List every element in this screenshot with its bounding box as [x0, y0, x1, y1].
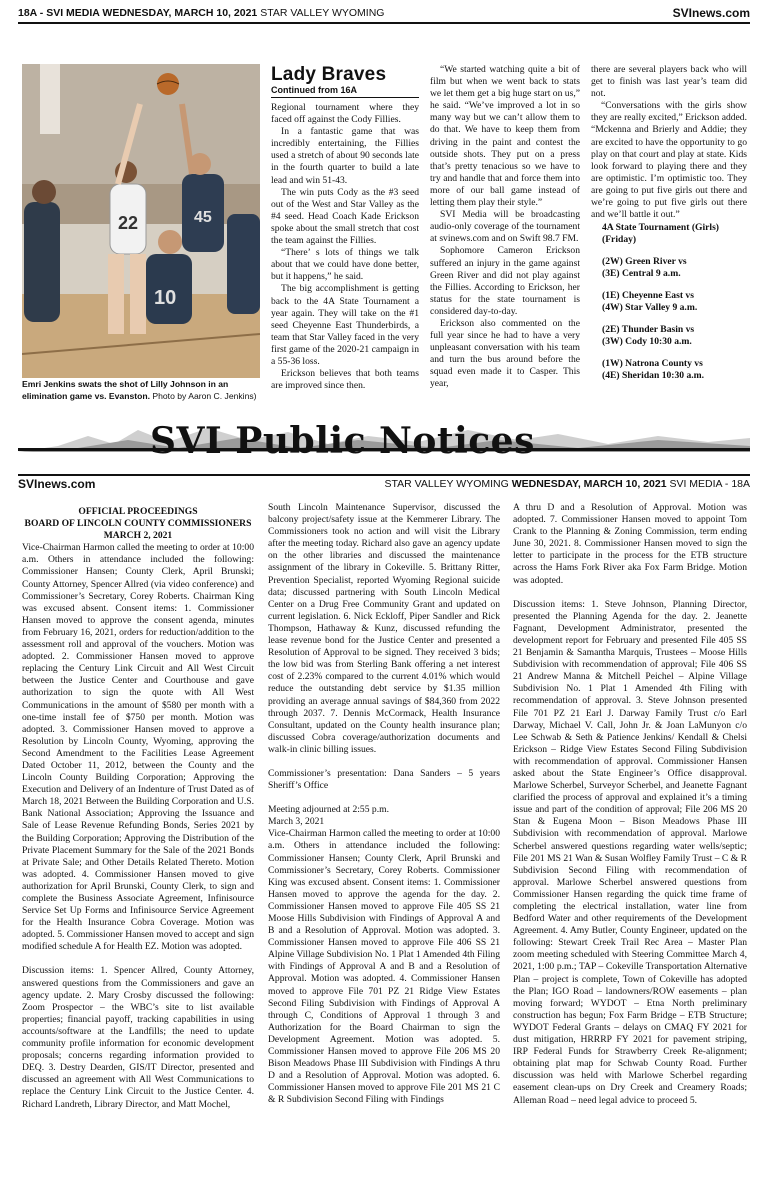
story-paragraph: “Conversations with the girls show they are really excited,” Erickson added. “Mckenna and Brierly and Addie; they are excited to have the opportunity to go play on that court and play at state. Kids look forward to playing there and they are optimistic. I’m optimistic too. They are going to put five girls out there and we’re going to put five girls out there and we’ll battle it out.” [591, 100, 747, 221]
notice-column-1 [22, 506, 254, 1123]
story-paragraph: “We started watching quite a bit of film but when we went back to stats we let them get a big huge start on us,” he said. “We’ve improved a lot in so many way but we can’t allow them to do that. We have to keep them from driving in the paint and contest the outside shots. They put on a press that’s pretty tenacious so we have to try and handle that and force them into more of our ball game instead of letting them play their style.” [430, 64, 580, 209]
basketball-photo [22, 64, 260, 378]
notice-paragraph: South Lincoln Maintenance Supervisor, discussed the balcony project/safety issue at the Kemmerer Library. The Commissioners took no action and will visit the Library after the meeting today. Richard also gave an agency update on the other libraries and discussed the maintenance assignment of the library in Cokeville. 5. Brittany Ritter, Prevention Specialist, reported Wyoming Regional suicide data; discussed partnering with South Lincoln Medical Center on a Drug Free Community Grant and updated on current legislation. 6. Nick Eckloff, Piper Sandler and Rick Thompson, Hathaway & Kunz, discussed refunding the lease revenue bond for the Justice Center and presented a Resolution of Approval to be signed. They received 3 bids; the low bid was from Sterling Bank offering a net interest cost of 2.23% compared to the current 4.01% which would reduce the outstanding debt service by $1.35 million providing an average annual savings of $84,360 from 2022 through 2037. 7. Dennis McCormack, Health Insurance Consultant, updated on the County health insurance plan; discussed Cobra coverage/authorization documents and walk-in clinic billing issues. [268, 502, 500, 755]
svg-text:45: 45 [194, 209, 212, 226]
schedule-game-team2: (4E) Sheridan 10:30 a.m. [602, 370, 705, 381]
notice-paragraph: Discussion items: 1. Steve Johnson, Planning Director, presented the Planning Agenda for the day. 2. Jeanette Fagnant, Development Administrator, presented the development report for February and presented File 405 SS 21 Benjamin & Samantha Marquis, Trustees – Moose Hills Subdivision with recommendation of approval; File 406 SS 21 Andrew Manna & Mitchell Peichel – Alpine Village Subdivision No. 1 Plat 1 Amended 4th Filing with recommendation of approval. 3. Steve Johnson presented File 701 PZ 21 Earl J. Darway Family Trust c/o Earl Darway, Michael V. Call, John Jr. & Joan LaMunyon c/o Lee Schwab & Seth & Patience Jenkins/ Kendall & Chelsi Erickson – Ridge View Estates Second Filing Subdivision with recommendation of approval. Commissioner Hansen asked about the State Engineer’s Office disapproval. Marlowe Scherbel, Surveyor Scherbel, and Jeanette Fagnant clarified the process of approval and explained it’s a timing issue and part of the condition of approval; File 206 MS 20 Stan & Eugena Moon – Bison Meadows Phase III Subdivision with recommendation of approval. Marlowe Scherbel answered questions regarding water wells/septic; File 201 MS 21 Wan & Susan Wolfley Family Trust – C & R Subdivision Second Filing with recommendation of approval. Marlowe Scherbel answered questions from Commissioner Hansen regarding the quick time frame of completing the electrical installation, water line from Bedford Water and other requirements of the Development Agreement. 4. Amy Butler, County Engineer, updated on the following: Stewart Creek Trail Rec Area – Master Plan zoom meeting scheduled with Steering Committee March 4, 2021, 1:00 p.m.; TAP – Cokeville Transportation Alternative Plan – project is complete, Town of Cokeville has adopted the Plan; IGO Road – landowners/ROW easements – plan moving forward; WYDOT – Etna North preliminary construction has begun; Fox Farm Bridge – ETB Structure; WYDOT Federal Grants – delays on CMAQ FY 2021 for dust mitigation, HRRRP FY 2021 for pavement striping, IRP Federal Funds for Strawberry Creek Re-alignment; obtaining plat map for Schwab County Road. Further discussion was held with Marlowe Scherbel regarding easement clean-ups on Dry Creek and Creamery Roads; Alleman Road – need legal advice to proceed 5. [513, 598, 747, 1106]
schedule-game-team1: (2E) Thunder Basin vs [602, 324, 695, 335]
notice-date: MARCH 2, 2021 [103, 530, 173, 542]
notice-paragraph: Meeting adjourned at 2:55 p.m. March 3, 2021 Vice-Chairman Harmon called the meeting to order at 10:00 a.m. Others in attendance included the following: Commissioner Hansen; County Clerk, April Brunski and Commissioner’s Secretary, Corey Roberts. Commissioner King was excused absent. Consent items: 1. Commissioner Hansen moved to approve the agenda for the day. 2. Commissioner Hansen moved to approve File 405 SS 21 Moose Hills Subdivision with Findings of Approval A and B and a Resolution of Approval. Motion was adopted. 3. Commissioner Hansen moved to approve File 406 SS 21 Alpine Village Subdivision No. 1 Plat 1 Amended 4th Filing with Findings of Approval A and B and a Resolution of Approval. Motion was adopted. 4. Commissioner Hansen moved to approve File 701 PZ 21 Ridge View Estates Second Filing Subdivision with Findings of Approval A through C, Conditions of Approval 1 through 3 and Authorization for the Board Chairman to sign the Development Agreement. Motion was adopted. 5. Commissioner Hansen moved to approve File 206 MS 20 Bison Meadows Phase III Subdivision with Findings A thru D and a Resolution of Approval. Motion was adopted. 6. Commissioner Hansen moved to approve File 201 MS 21 C & R Subdivision Second Filing with Findings [268, 804, 500, 1106]
story-paragraph: SVI Media will be broadcasting audio-only coverage of the tournament at svinews.com and on Swift 98.7 FM. [430, 209, 580, 245]
continued-line: Continued from 16A [271, 85, 358, 95]
notice-paragraph: Discussion items: 1. Spencer Allred, County Attorney, answered questions from the Commissioners and gave an agency update. 2. Mary Crosby discussed the following: Zoom Prospector – the WBC’s site to list available properties; financial payoff, tracking capabilities in using accounts/software at the Landfills; the need to update community profile information for economic development proposals; concerns regarding information provided to DEQ. 3. Destry Dearden, GIS/IT Director, presented and discussed an agreement with All West Communications to replace the Century Link Circuit to the Justice Center. 4. Richard Landreth, Library Director, and Matt Mochel, [22, 965, 254, 1110]
caption-text: Emri Jenkins swats the shot of Lilly Johnson in an elimination game vs. Evanston. [22, 379, 229, 401]
story-paragraph: The big accomplishment is getting back to the 4A State Tournament a year again. They will take on the #1 seed Cheyenne East Thunderbirds, a team that Star Valley faced in the very first game of the 2020-21 campaign in a 55-36 loss. [271, 283, 419, 367]
header-date: WEDNESDAY, MARCH 10, 2021 [102, 7, 258, 19]
story-paragraph: The win puts Cody as the #3 seed out of the West and Star Valley as the #4 seed. Head Coach Kade Erickson spoke about the small stretch that cost the team against the Fillies. [271, 186, 419, 247]
schedule-game-team2: (3E) Central 9 a.m. [602, 268, 681, 279]
notice-paragraph: Vice-Chairman Harmon called the meeting to order at 10:00 a.m. Others in attendance included the following: Commissioner Hansen; County Clerk, April Brunski; County Attorney, Spencer Allred (via video conference) and Commissioner’s Secretary, Corey Roberts. Chairman King was excused absent. Consent items: 1. Commissioner Hansen moved to approve the consent agenda, minutes from February 16, 2021, orders for reduction/addition to the assessment roll and approval of the vouchers. Motion was adopted. 2. Commissioner Hansen moved to approve replacing the Century Link Circuit and All West Circuit between the Justice Center and Courthouse and gave authorization to sign the quote with All West Communications in the amount of $580 per month with a one-time install fee of $750 per month. Motion was adopted. 3. Commissioner Hansen moved to approve a Resolution by Lincoln County, Wyoming, approving the Second Amendment to the Facilities Lease Agreement Dated October 11, 2012, between the County and the Lincoln County Building Corporation; Approving the Execution and Delivery of an Indenture of Trust Dated as of March 18, 2021 Between the Building Corporation and U.S. Bank National Association; Approving the Issuance and Sale of Lease Revenue Refunding Bonds, Series 2021 by the Building Corporation; Approving the Distribution of the Private Placement Summary for the Sale of the 2021 Bonds at Private Sale; and Other Details Related Thereto. Motion was adopted. 4. Commissioner Hansen moved to give authorization for April Brunski, County Clerk, to sign and complete the Business Associate Agreement, Infinisource Service Set Up Forms and Infinisource Service Agreement for the Health Insurance Cobra Coverage. Motion was adopted. 5. Commissioner Hansen moved to accept and sign modified schedule A for Health EZ. Motion was adopted. [22, 542, 254, 953]
schedule-game-team1: (2W) Green River vs [602, 256, 687, 267]
story-paragraph: Erickson also commented on the full year since he had to have a very unpleasant conversation with his team and turn the bus around before the squad even made it to Casper. This year, [430, 317, 580, 390]
story-paragraph: Erickson believes that both teams are improved since then. [271, 368, 419, 392]
schedule-game-team1: (1W) Natrona County vs [602, 358, 703, 369]
headline-rule [271, 97, 419, 98]
story-paragraph: In a fantastic game that was incredibly entertaining, the Fillies used a stretch of about 90 seconds late in the fourth quarter to build a late lead and win 51-43. [271, 126, 419, 186]
public-notices-banner [18, 418, 750, 472]
schedule-day: (Friday) [602, 234, 637, 245]
notices-location: STAR VALLEY WYOMING [384, 478, 509, 490]
header-section: 18A - SVI MEDIA [18, 7, 100, 19]
caption-credit: Photo by Aaron C. Jenkins) [152, 391, 257, 401]
svg-text:22: 22 [118, 213, 139, 233]
notices-header-bar [18, 474, 750, 492]
notice-title: OFFICIAL PROCEEDINGS [78, 506, 198, 517]
public-notices-title: SVI Public Notices [150, 420, 535, 462]
story-paragraph: there are several players back who will get to finish was last year’s team did not. [591, 64, 747, 100]
header-left [18, 7, 384, 19]
schedule-game-team1: (1E) Cheyenne East vs [602, 290, 694, 301]
basketball-photo-illustration [22, 64, 260, 378]
tournament-schedule [602, 222, 748, 382]
svg-text:10: 10 [154, 287, 177, 309]
notices-header-right [385, 478, 751, 490]
notices-date: WEDNESDAY, MARCH 10, 2021 [511, 478, 667, 490]
story-paragraph: Sophomore Cameron Erickson suffered an injury in the game against Green River and did not play against the Fillies. According to Erickson, her status for the state tournament is considered day-to-day. [430, 245, 580, 317]
story-column-2 [430, 64, 580, 391]
notice-board-name: BOARD OF LINCOLN COUNTY COMMISSIONERS [24, 518, 252, 530]
notice-paragraph: Commissioner’s presentation: Dana Sanders – 5 years Sheriff’s Office [268, 767, 500, 792]
story-headline: Lady Braves [271, 64, 387, 85]
story-paragraph: Regional tournament where they faced off against the Cody Fillies. [271, 102, 419, 126]
schedule-game-team2: (3W) Cody 10:30 a.m. [602, 336, 692, 347]
notices-site-link[interactable]: SVInews.com [18, 477, 96, 491]
notice-paragraph: A thru D and a Resolution of Approval. Motion was adopted. 7. Commissioner Hansen moved to appoint Tom Crank to the Planning & Zoning Commission, term ending June 30, 2021. 8. Commissioner Hansen moved to sign the letter to participate in the process for the ETB structure across the Hams Fork River aka Fox Farm Bridge. Motion was adopted. [513, 502, 747, 586]
story-paragraph: “There’ s lots of things we talk about that we could have done better, but it happens,” he said. [271, 247, 419, 283]
photo-caption [22, 378, 262, 402]
story-column-1 [271, 102, 419, 392]
schedule-game-team2: (4W) Star Valley 9 a.m. [602, 302, 698, 313]
schedule-title: 4A State Tournament (Girls) [602, 222, 719, 233]
story-column-3 [591, 64, 747, 221]
notice-column-3 [513, 502, 747, 1119]
page-header [18, 6, 750, 24]
notice-column-2 [268, 502, 500, 1119]
notices-section: SVI MEDIA - 18A [669, 478, 750, 490]
header-site[interactable]: SVInews.com [672, 6, 750, 20]
header-location: STAR VALLEY WYOMING [260, 7, 385, 19]
